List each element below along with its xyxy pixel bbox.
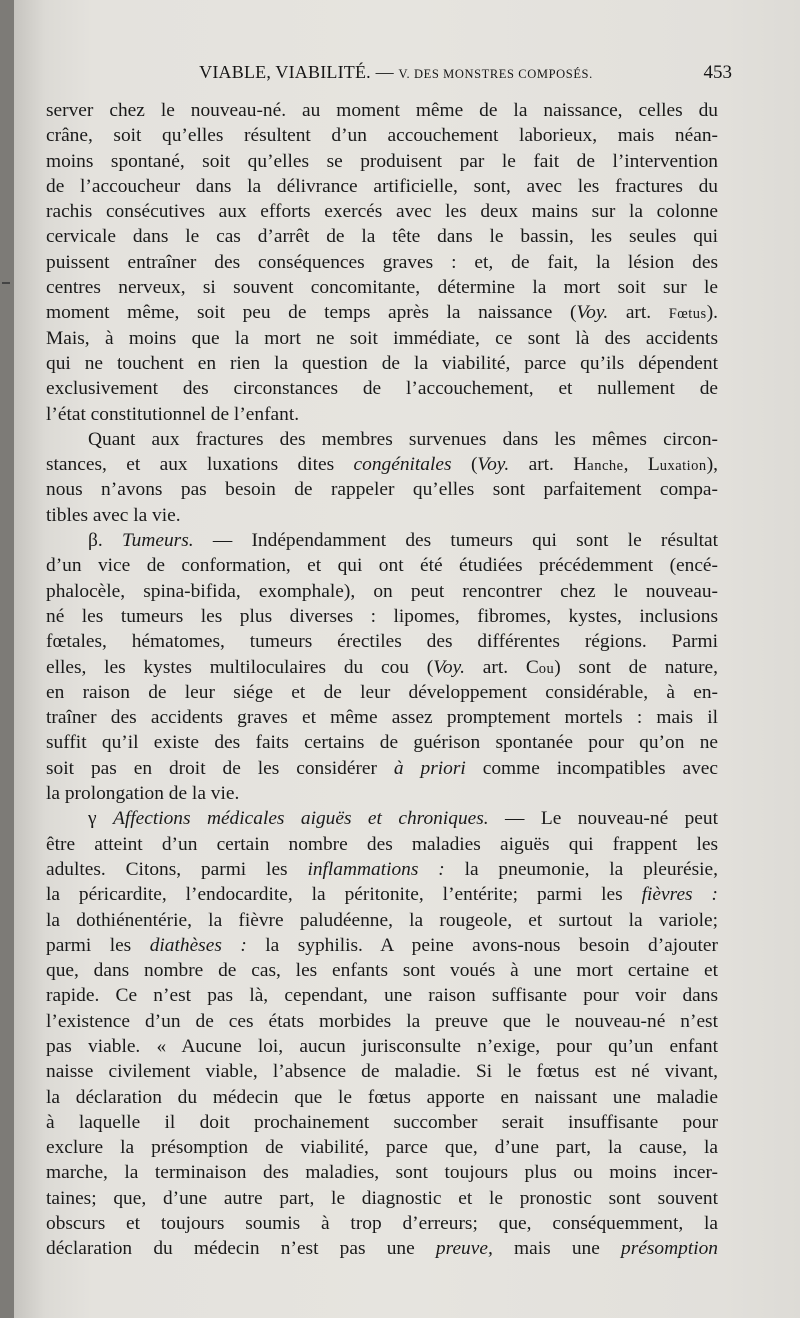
text-line xyxy=(46,528,718,553)
text-run: parmi les xyxy=(46,934,150,956)
text-line xyxy=(46,756,718,781)
text-line xyxy=(46,199,718,224)
text-line xyxy=(46,655,718,680)
text-line xyxy=(46,1160,718,1185)
text-run: rachis consécutives aux efforts exercés avec les deux mains sur la colonne xyxy=(46,201,718,223)
text-line xyxy=(46,452,718,477)
text-run: centres nerveux, si souvent concomitante, détermine la mort soit sur le xyxy=(46,277,718,299)
text-run: Mais, à moins que la mort ne soit immédiate, ce sont là des accidents xyxy=(46,327,718,349)
text-run: suffit qu’il existe des faits certains de guérison spontanée pour qu’on ne xyxy=(46,732,718,754)
text-run: d’un vice de conformation, et qui ont été étudiées précédemment (encé- xyxy=(46,555,718,577)
text-run: — Indépendamment des tumeurs qui sont le résultat xyxy=(193,530,718,552)
text-run: la pneumonie, la pleurésie, xyxy=(444,858,718,880)
text-run: obscurs et toujours soumis à trop d’erreurs; que, conséquemment, la xyxy=(46,1213,718,1235)
text-run: que, dans nombre de cas, les enfants sont voués à une mort certaine et xyxy=(46,960,718,982)
text-line xyxy=(46,402,718,427)
text-line xyxy=(46,806,718,831)
text-run: server chez le nouveau-né. au moment même de la naissance, celles du xyxy=(46,100,718,121)
italic-text: preuve, xyxy=(435,1238,493,1260)
text-line xyxy=(46,300,718,325)
text-line xyxy=(46,503,718,528)
text-line xyxy=(46,680,718,705)
body-text xyxy=(46,98,718,1262)
text-line xyxy=(46,882,718,907)
running-head-main: VIABLE, VIABILITÉ. xyxy=(199,62,371,82)
text-run: adultes. Citons, parmi les xyxy=(46,858,308,880)
italic-text: diathèses : xyxy=(149,934,247,956)
text-run: β. xyxy=(88,530,122,552)
italic-text: fièvres : xyxy=(641,884,718,906)
text-line xyxy=(46,123,718,148)
text-line xyxy=(46,250,718,275)
text-line xyxy=(46,326,718,351)
text-run: art. H xyxy=(509,454,588,476)
text-run: art. xyxy=(608,302,669,324)
italic-text: à priori xyxy=(393,757,466,779)
text-run: rapide. Ce n’est pas là, cependant, une raison suffisante pour voir dans xyxy=(46,985,718,1007)
text-run: soit pas en droit de les considérer xyxy=(46,757,394,779)
text-run: la syphilis. A peine avons-nous besoin d’ajouter xyxy=(246,934,718,956)
small-caps-text: ou xyxy=(538,660,555,677)
text-run: γ xyxy=(88,808,113,830)
text-line xyxy=(46,1009,718,1034)
text-line xyxy=(46,958,718,983)
text-run: mais une xyxy=(492,1238,622,1260)
text-line xyxy=(46,275,718,300)
text-run: la péricardite, l’endocardite, la péritonite, l’entérite; parmi les xyxy=(46,884,642,906)
text-run: ), xyxy=(706,454,718,476)
text-run: comme incompatibles avec xyxy=(465,757,718,779)
text-run: puissent entraîner des conséquences graves : et, de fait, la lésion des xyxy=(46,251,718,273)
italic-text: congénitales xyxy=(353,454,452,476)
text-line xyxy=(46,477,718,502)
text-run: , L xyxy=(623,454,660,476)
running-head-title xyxy=(60,62,732,83)
text-run: crâne, soit qu’elles résultent d’un accouchement laborieux, mais néan- xyxy=(46,125,718,147)
text-line xyxy=(46,1211,718,1236)
text-line xyxy=(46,376,718,401)
text-line xyxy=(46,983,718,1008)
text-line xyxy=(46,579,718,604)
text-line xyxy=(46,604,718,629)
text-line xyxy=(46,730,718,755)
running-head-section: V. DES MONSTRES COMPOSÉS. xyxy=(398,67,593,81)
page-number: 453 xyxy=(703,62,732,83)
text-line xyxy=(46,1110,718,1135)
text-line xyxy=(46,1034,718,1059)
italic-text: inflammations : xyxy=(307,858,445,880)
text-run: elles, les kystes multiloculaires du cou ( xyxy=(46,656,434,678)
text-line xyxy=(46,1236,718,1261)
text-line xyxy=(46,1135,718,1160)
text-run: tibles avec la vie. xyxy=(46,504,181,526)
text-run: traîner des accidents graves et même assez promptement mortels : mais il xyxy=(46,707,718,729)
small-caps-text: uxation xyxy=(659,458,707,475)
margin-mark xyxy=(2,282,10,284)
text-line xyxy=(46,705,718,730)
text-line xyxy=(46,908,718,933)
italic-text: Voy. xyxy=(477,454,510,476)
text-run: la prolongation de la vie. xyxy=(46,783,240,805)
text-line xyxy=(46,427,718,452)
small-caps-text: Fœtus xyxy=(668,306,707,323)
text-run: exclusivement des circonstances de l’accouchement, et nullement de xyxy=(46,378,718,400)
text-run: de l’accoucheur dans la délivrance artificielle, sont, avec les fractures du xyxy=(46,175,718,197)
text-line xyxy=(46,98,718,123)
running-head-dash: — xyxy=(370,62,399,82)
text-run: phalocèle, spina-bifida, exomphale), on peut rencontrer chez le nouveau- xyxy=(46,580,718,602)
italic-text: Tumeurs. xyxy=(121,530,194,552)
text-line xyxy=(46,224,718,249)
italic-text: Affections médicales aiguës et chroniques. xyxy=(112,808,489,830)
text-line xyxy=(46,1059,718,1084)
text-line xyxy=(46,149,718,174)
text-run: ) sont de nature, xyxy=(554,656,719,678)
text-line xyxy=(46,553,718,578)
text-run: moment même, soit peu de temps après la naissance ( xyxy=(46,302,577,324)
text-run: moins spontané, soit qu’elles se produisent par le fait de l’intervention xyxy=(46,150,718,172)
text-run: ( xyxy=(451,454,478,476)
running-header xyxy=(60,62,732,92)
italic-text: présomption xyxy=(621,1238,718,1260)
text-run: en raison de leur siége et de leur développement considérable, à en- xyxy=(46,681,718,703)
text-line xyxy=(46,1186,718,1211)
text-run: cervicale dans le cas d’arrêt de la tête dans le bassin, les seules qui xyxy=(46,226,718,248)
italic-text: Voy. xyxy=(576,302,609,324)
italic-text: Voy. xyxy=(433,656,465,678)
text-run: Quant aux fractures des membres survenues dans les mêmes circon- xyxy=(88,428,718,450)
text-line xyxy=(46,174,718,199)
text-run: stances, et aux luxations dites xyxy=(46,454,354,476)
text-run: la déclaration du médecin que le fœtus apporte en naissant une maladie xyxy=(46,1086,718,1108)
text-run: — Le nouveau-né peut xyxy=(488,808,718,830)
text-line xyxy=(46,351,718,376)
text-line xyxy=(46,1085,718,1110)
text-line xyxy=(46,933,718,958)
text-run: né les tumeurs les plus diverses : lipomes, fibromes, kystes, inclusions xyxy=(46,605,718,627)
text-run: l’état constitutionnel de l’enfant. xyxy=(46,403,300,425)
text-run: qui ne touchent en rien la question de la viabilité, parce qu’ils dépendent xyxy=(46,352,718,374)
text-line xyxy=(46,781,718,806)
text-run: être atteint d’un certain nombre des maladies aiguës qui frappent les xyxy=(46,833,718,855)
text-run: nous n’avons pas besoin de rappeler qu’elles sont parfaitement compa- xyxy=(46,479,718,501)
text-run: déclaration du médecin n’est pas une xyxy=(46,1238,436,1260)
text-run: art. C xyxy=(465,656,539,678)
text-run: taines; que, d’une autre part, le diagnostic et le pronostic sont souvent xyxy=(46,1187,718,1209)
small-caps-text: anche xyxy=(587,458,624,475)
text-run: exclure la présomption de viabilité, parce que, d’une part, la cause, la xyxy=(46,1137,718,1159)
text-line xyxy=(46,832,718,857)
text-run: la dothiénentérie, la fièvre paludéenne, la rougeole, et surtout la variole; xyxy=(46,909,718,931)
text-run: à laquelle il doit prochainement succomber serait insuffisante pour xyxy=(46,1111,718,1133)
text-line xyxy=(46,857,718,882)
text-run: l’existence d’un de ces états morbides la preuve que le nouveau-né n’est xyxy=(46,1010,718,1032)
text-run: ). xyxy=(706,302,718,324)
text-run: pas viable. « Aucune loi, aucun jurisconsulte n’exige, pour qu’un enfant xyxy=(46,1035,718,1057)
text-run: naisse civilement viable, l’absence de maladie. Si le fœtus est né vivant, xyxy=(46,1061,718,1083)
text-line xyxy=(46,629,718,654)
text-run: marche, la terminaison des maladies, sont toujours plus ou moins incer- xyxy=(46,1162,718,1184)
text-run: fœtales, hématomes, tumeurs érectiles des différentes régions. Parmi xyxy=(46,631,718,653)
